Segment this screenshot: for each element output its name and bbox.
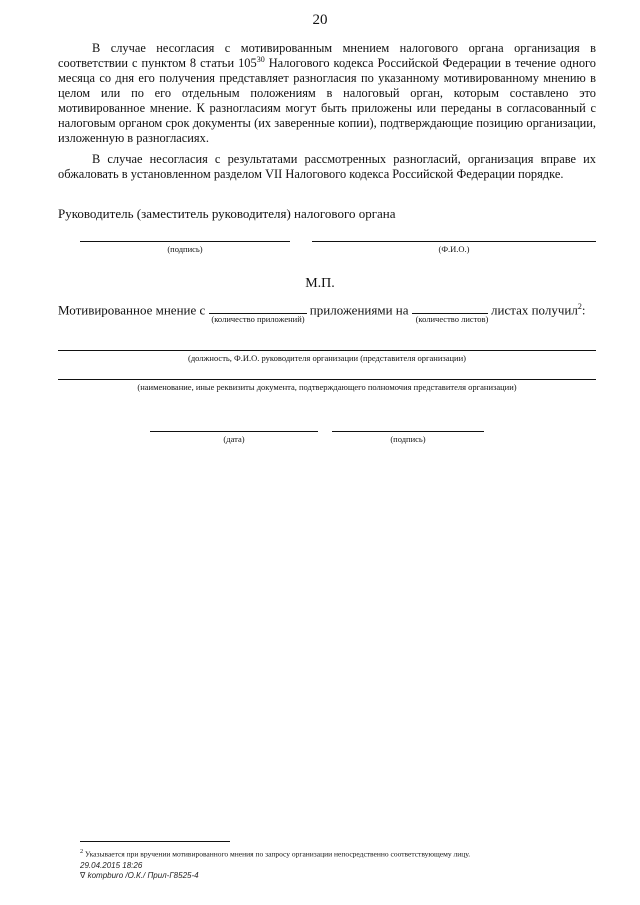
date-line[interactable] <box>150 431 318 432</box>
receipt-text-1: Мотивированное мнение с <box>58 302 206 318</box>
receipt-text-2: приложениями на <box>309 302 409 318</box>
receipt-colon: : <box>581 302 586 318</box>
paragraph-text-end: Налогового кодекса Российской Федерации в течение одного месяца со дня его получения представляет разногласия по указанному мотивированному мнению в целом или по его отдельным положениям в налоговый орган, которым составлено это мотивированное мнение. К разногласиям могут быть приложены или переданы в согласованный с налоговым органом срок документы (их заверенные копии), подтверждающие позицию организации, изложенную в разногласиях. <box>58 56 596 145</box>
head-name-caption: (Ф.И.О.) <box>438 244 470 254</box>
recipient-signature-caption: (подпись) <box>390 434 426 444</box>
attachments-count-caption: (количество приложений) <box>211 314 305 324</box>
paragraph-disagreement <box>58 41 596 146</box>
recipient-authority-line[interactable] <box>58 379 596 380</box>
head-signature-line[interactable] <box>80 241 290 242</box>
receipt-text-3: листах получил <box>491 302 578 318</box>
paragraph-text-start: В случае несогласия с мотивированным мнением налогового органа организация в соответствии с пунктом 8 статьи 105 <box>58 41 596 70</box>
recipient-position-line[interactable] <box>58 350 596 351</box>
attachments-count-field[interactable] <box>209 303 307 314</box>
stamp-place-label: М.П. <box>305 276 335 291</box>
head-signature-label: Руководитель (заместитель руководителя) налогового органа <box>58 206 396 221</box>
paragraph-appeal: В случае несогласия с результатами рассмотренных разногласий, организация вправе их обжаловать в установленном разделом VII Налогового кодекса Российской Федерации порядке. <box>58 152 596 181</box>
footnote <box>80 848 600 859</box>
footnote-separator <box>80 841 230 842</box>
print-path <box>80 871 199 880</box>
recipient-position-caption: (должность, Ф.И.О. руководителя организации (представителя организации) <box>188 353 466 363</box>
sheets-count-field[interactable] <box>412 303 488 314</box>
footnote-ref-2: 2 <box>577 302 582 311</box>
print-path-text: kompburo /О.К./ Прил-Г8525-4 <box>87 871 199 880</box>
footnote-marker: 2 <box>80 848 84 855</box>
receipt-line <box>58 302 585 318</box>
head-signature-caption: (подпись) <box>167 244 203 254</box>
file-icon: ∇ <box>80 871 86 880</box>
print-timestamp: 29.04.2015 18:26 <box>80 861 143 870</box>
recipient-signature-line[interactable] <box>332 431 484 432</box>
recipient-authority-caption: (наименование, иные реквизиты документа, подтверждающего полномочия представителя организации) <box>137 382 517 392</box>
sheets-count-caption: (количество листов) <box>415 314 489 324</box>
head-name-line[interactable] <box>312 241 596 242</box>
footnote-text: Указывается при вручении мотивированного мнения по запросу организации непосредственно соответствующему лицу. <box>85 849 471 859</box>
page-number: 20 <box>312 12 328 28</box>
date-caption: (дата) <box>223 434 245 444</box>
footnote-ref-article: 30 <box>256 54 265 64</box>
